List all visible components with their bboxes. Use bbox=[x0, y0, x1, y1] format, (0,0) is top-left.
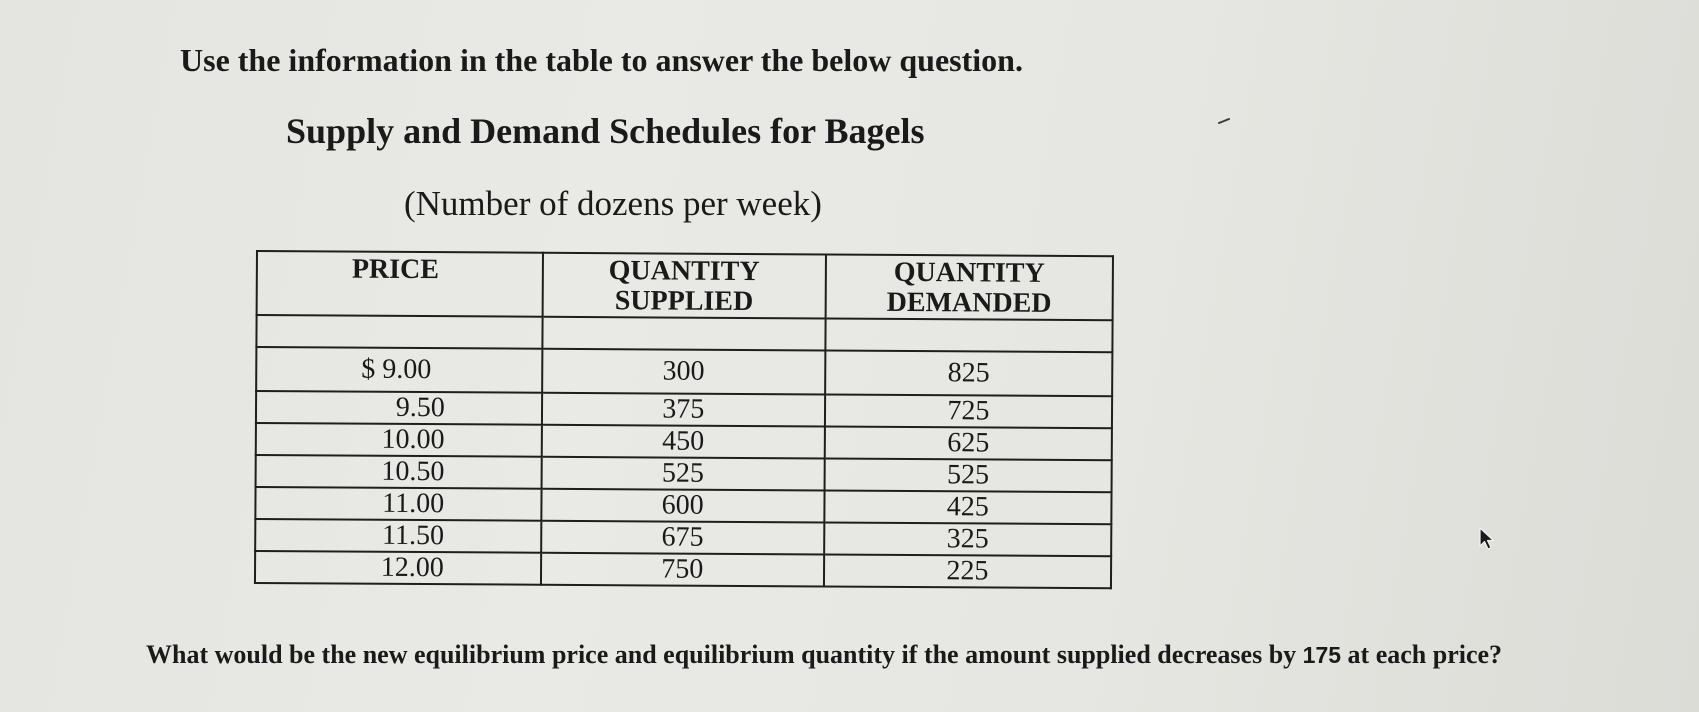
supplied-cell: 750 bbox=[541, 553, 824, 587]
header-supplied-line2: SUPPLIED bbox=[614, 285, 754, 318]
table-row bbox=[256, 423, 1112, 460]
demanded-cell: 525 bbox=[824, 458, 1111, 492]
header-price-label: PRICE bbox=[351, 253, 440, 286]
mouse-cursor-icon bbox=[1478, 526, 1496, 552]
price-cell: 9.50 bbox=[256, 391, 542, 425]
supplied-cell: 675 bbox=[541, 521, 824, 555]
question-text bbox=[146, 640, 1502, 670]
spacer-cell bbox=[256, 315, 542, 349]
question-number: 175 bbox=[1302, 642, 1342, 668]
price-cell: 10.00 bbox=[256, 423, 542, 457]
table-row bbox=[256, 455, 1112, 492]
table-row bbox=[256, 347, 1112, 396]
table-row bbox=[255, 551, 1111, 588]
demanded-cell: 325 bbox=[824, 522, 1111, 556]
price-cell: 12.00 bbox=[255, 551, 541, 585]
question-before: What would be the new equilibrium price and equilibrium quantity if the amount supplied decreases by bbox=[146, 640, 1303, 669]
supply-demand-table bbox=[254, 250, 1114, 589]
supplied-cell: 300 bbox=[542, 349, 825, 395]
table-spacer-row bbox=[256, 315, 1112, 352]
supplied-cell: 600 bbox=[541, 489, 824, 523]
header-demanded-line1: QUANTITY bbox=[893, 256, 1045, 289]
price-cell: $ 9.00 bbox=[256, 347, 542, 393]
demanded-cell: 825 bbox=[825, 350, 1112, 396]
table-row bbox=[255, 487, 1111, 524]
table-row bbox=[255, 519, 1111, 556]
supplied-cell: 450 bbox=[541, 425, 824, 459]
instruction-text: Use the information in the table to answer the below question. bbox=[180, 42, 1023, 78]
demanded-cell: 725 bbox=[825, 394, 1112, 428]
spacer-cell bbox=[542, 317, 825, 351]
header-quantity-supplied bbox=[542, 253, 825, 319]
header-quantity-demanded bbox=[825, 254, 1113, 320]
demanded-cell: 225 bbox=[824, 554, 1111, 588]
price-cell: 11.00 bbox=[255, 487, 541, 521]
price-cell: 11.50 bbox=[255, 519, 541, 553]
supplied-cell: 525 bbox=[541, 457, 824, 491]
header-price bbox=[257, 251, 543, 317]
supplied-cell: 375 bbox=[542, 393, 825, 427]
demanded-cell: 625 bbox=[825, 426, 1112, 460]
question-after: at each price? bbox=[1341, 640, 1503, 669]
spacer-cell bbox=[825, 318, 1112, 352]
ink-mark bbox=[1218, 118, 1230, 124]
demanded-cell: 425 bbox=[824, 490, 1111, 524]
table-subtitle: (Number of dozens per week) bbox=[404, 184, 822, 223]
header-demanded-line2: DEMANDED bbox=[886, 286, 1052, 319]
table-header-row bbox=[257, 251, 1113, 320]
price-cell: 10.50 bbox=[256, 455, 542, 489]
table-title: Supply and Demand Schedules for Bagels bbox=[286, 111, 925, 151]
header-supplied-line1: QUANTITY bbox=[608, 255, 760, 288]
table-row bbox=[256, 391, 1112, 428]
